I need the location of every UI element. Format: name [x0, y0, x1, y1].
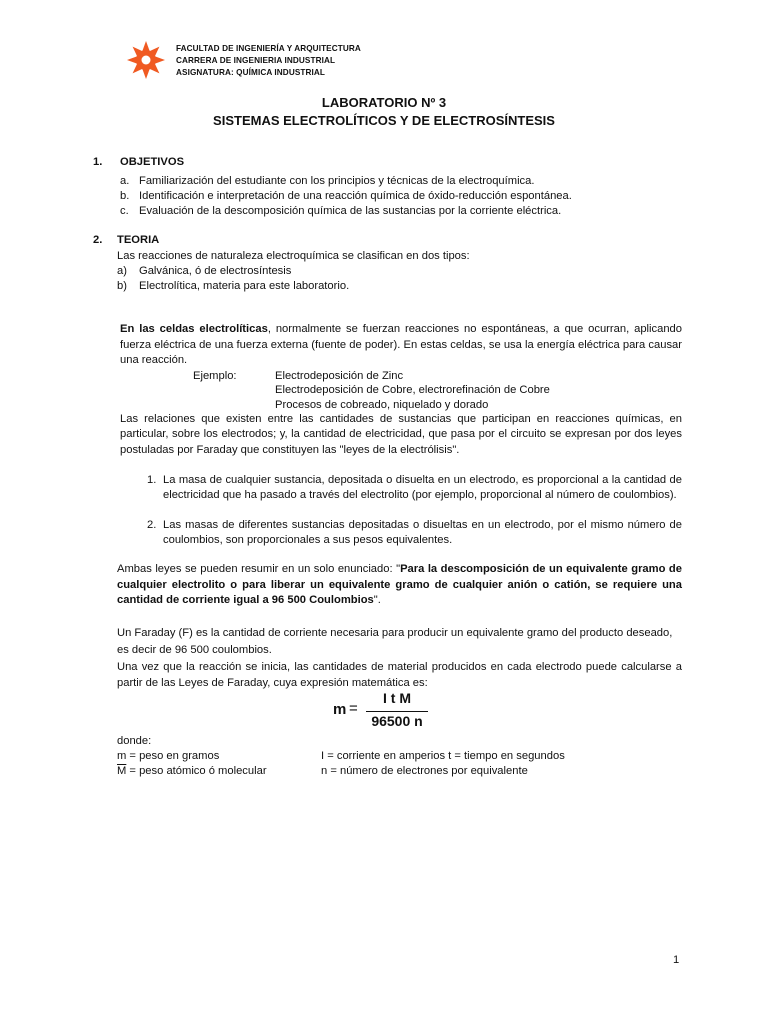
page-number: 1	[673, 954, 680, 966]
definition-molar-mass	[117, 764, 267, 778]
summary-lead: Ambas leyes se pueden resumir en un solo enunciado: "	[117, 563, 401, 575]
section-heading: TEORIA	[117, 234, 160, 246]
fraction-bar	[366, 711, 428, 712]
definition-current-time: I = corriente en amperios t = tiempo en segundos	[321, 750, 565, 762]
objective-item: Evaluación de la descomposición química de las sustancias por la corriente eléctrica.	[139, 205, 562, 217]
law-item: La masa de cualquier sustancia, depositada o disuelta en un electrodo, es proporcional a la cantidad de electricidad que ha pasado a través del electrolito (por ejemplo, proporcional al número de coulombios).	[163, 474, 682, 501]
definition-mass: m = peso en gramos	[117, 750, 220, 762]
objective-item: Identificación e interpretación de una reacción química de óxido-reducción espontánea.	[139, 190, 572, 202]
reaction-paragraph: Una vez que la reacción se inicia, las cantidades de material producidos en cada electrodo puede calcularse a partir de las Leyes de Faraday, cuya expresión matemática es:	[117, 661, 682, 689]
section-heading: OBJETIVOS	[120, 156, 185, 168]
summary-paragraph	[117, 562, 682, 609]
type-item: Electrolítica, materia para este laboratorio.	[139, 280, 350, 292]
objective-marker: a.	[120, 175, 130, 187]
law-marker: 2.	[147, 519, 157, 531]
formula-numerator: I t M	[383, 690, 411, 706]
lab-subtitle: SISTEMAS ELECTROLÍTICOS Y DE ELECTROSÍNTESIS	[213, 113, 555, 128]
formula-lhs: m	[333, 701, 347, 718]
formula-denominator: 96500 n	[371, 713, 423, 729]
lab-title: LABORATORIO Nº 3	[321, 95, 447, 110]
theory-intro: Las reacciones de naturaleza electroquímica se clasifican en dos tipos:	[117, 250, 470, 262]
law-marker: 1.	[147, 474, 157, 486]
formula-equals: =	[349, 700, 358, 717]
relations-paragraph: Las relaciones que existen entre las cantidades de sustancias que participan en reacciones químicas, en particular, sobre los electrodos; y, la cantidad de electricidad, que pasa por el circuito se expresan por dos leyes postuladas por Faraday que constituyen las "leyes de la electrólisis".	[120, 413, 682, 456]
summary-statement: Para la descomposición de un equivalente gramo de cualquier electrolito o para liberar un equivalente gramo de cualquier anión o catión, se requiere una cantidad de corriente igual a 96 500 Coulombios	[117, 563, 682, 606]
example-item: Procesos de cobreado, niquelado y dorado	[275, 399, 489, 411]
law-item: Las masas de diferentes sustancias depositadas o disueltas en un electrodo, por el mismo número de coulombios, son proporcionales a sus pesos equivalentes.	[163, 519, 682, 546]
faraday-definition: Un Faraday (F) es la cantidad de corriente necesaria para producir un equivalente gramo del producto deseado,	[117, 627, 673, 639]
faculty-name: FACULTAD DE INGENIERÍA Y ARQUITECTURA	[176, 44, 361, 53]
objective-marker: b.	[120, 190, 130, 202]
example-label: Ejemplo:	[193, 370, 237, 382]
example-item: Electrodeposición de Zinc	[275, 370, 404, 382]
molar-mass-text: = peso atómico ó molecular	[126, 765, 267, 777]
career-name: CARRERA DE INGENIERIA INDUSTRIAL	[176, 56, 336, 65]
section-number: 2.	[93, 234, 103, 246]
objective-marker: c.	[120, 205, 129, 217]
molar-mass-symbol: $\overline{M}$	[117, 765, 127, 777]
cells-paragraph	[120, 322, 682, 369]
university-logo	[126, 40, 166, 80]
type-marker: b)	[117, 280, 127, 292]
type-item: Galvánica, ó de electrosíntesis	[139, 265, 292, 277]
subject-name: ASIGNATURA: QUÍMICA INDUSTRIAL	[176, 68, 325, 77]
type-marker: a)	[117, 265, 127, 277]
cells-description: , normalmente se fuerzan reacciones no espontáneas, a que ocurran, aplicando fuerza eléctrica de una fuerza externa (fuente de poder). En estas celdas, se usa la energía eléctrica para causar una reacción.	[120, 323, 682, 366]
cells-term: En las celdas electrolíticas	[120, 323, 268, 335]
example-item: Electrodeposición de Cobre, electrorefinación de Cobre	[275, 384, 550, 396]
where-label: donde:	[117, 735, 152, 747]
objective-item: Familiarización del estudiante con los principios y técnicas de la electroquímica.	[139, 175, 535, 187]
faraday-definition-cont: es decir de 96 500 coulombios.	[117, 644, 272, 656]
summary-close: ".	[373, 594, 381, 606]
definition-electrons: n = número de electrones por equivalente	[321, 765, 528, 777]
section-number: 1.	[93, 156, 103, 168]
